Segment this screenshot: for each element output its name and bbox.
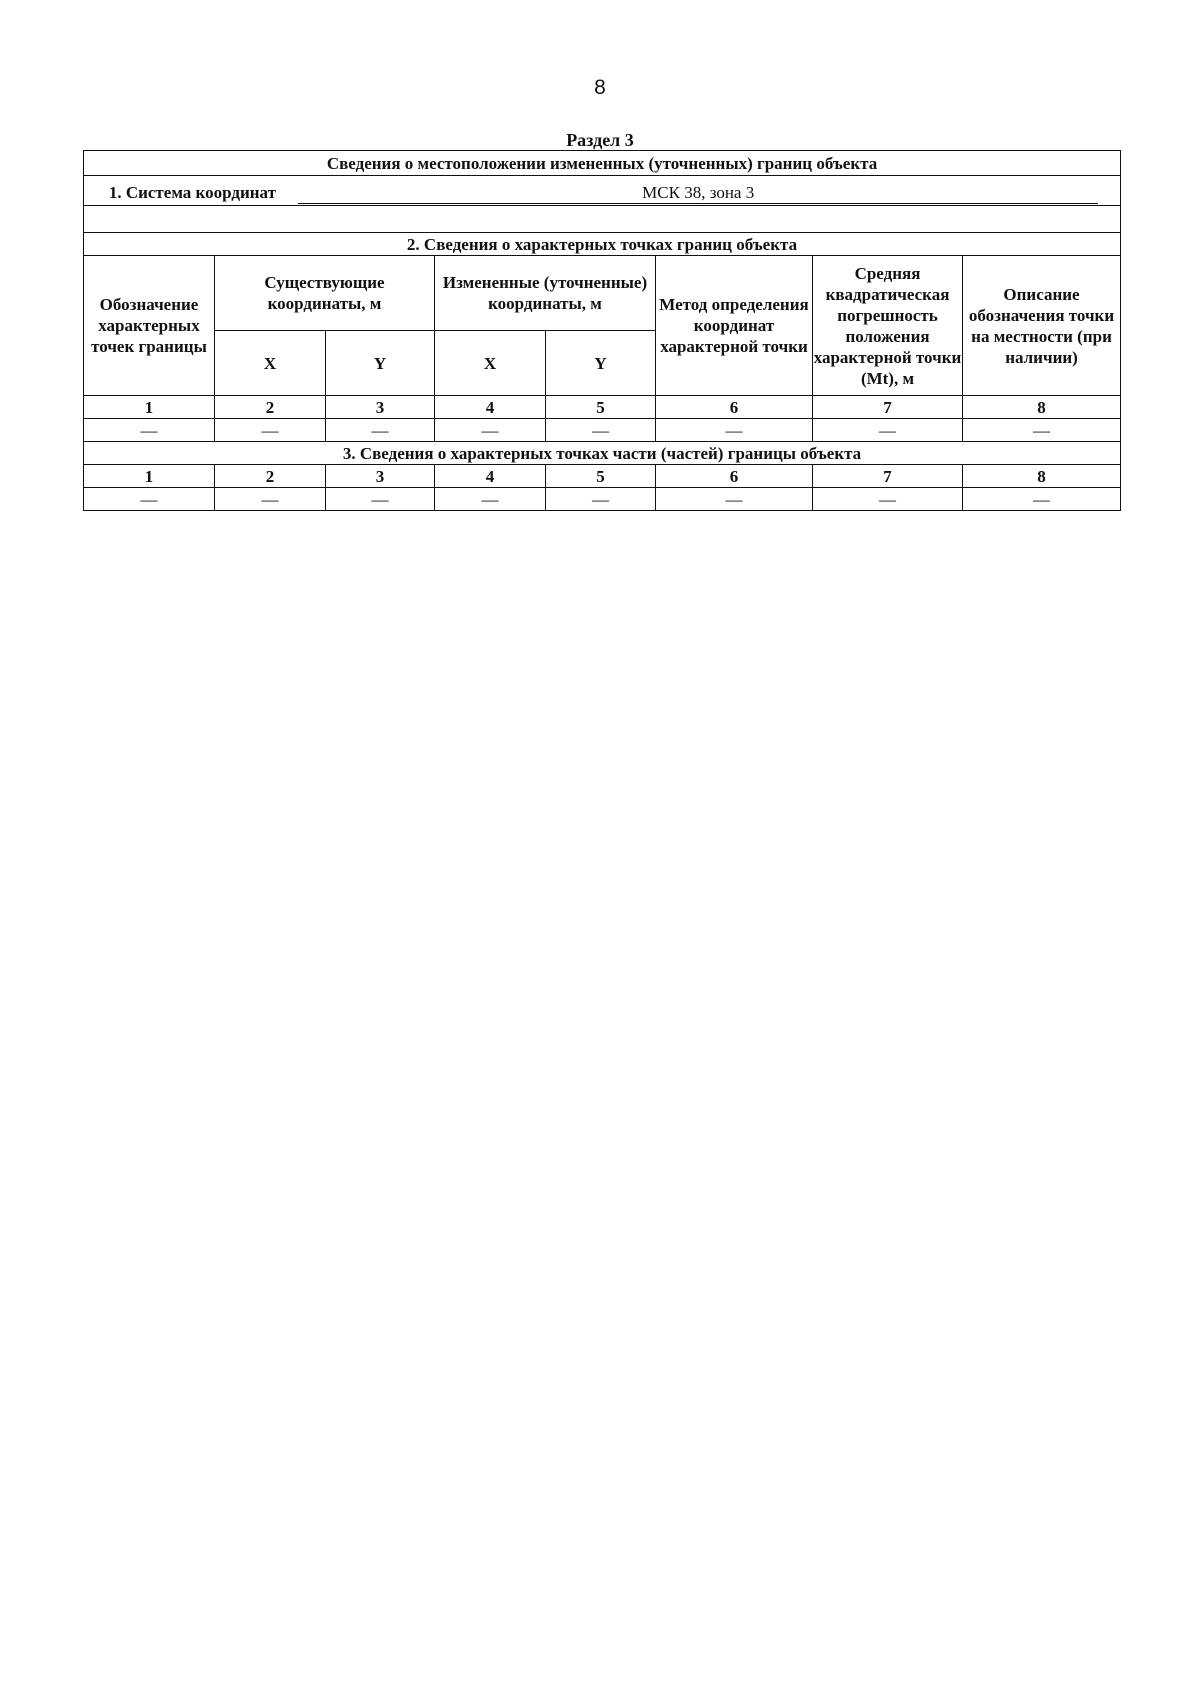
- empty-cell: —: [656, 419, 813, 442]
- column-number: 2: [215, 396, 326, 419]
- empty-cell: —: [215, 488, 326, 511]
- column-number-row: [84, 396, 1121, 419]
- header-existing-y: Y: [326, 331, 435, 396]
- column-number: 7: [813, 465, 963, 488]
- column-number: 2: [215, 465, 326, 488]
- spacer-row: [84, 206, 1121, 233]
- empty-cell: —: [435, 488, 546, 511]
- header-changed-y: Y: [546, 331, 656, 396]
- column-number: 8: [963, 465, 1121, 488]
- coord-system-label: 1. Система координат: [108, 182, 276, 202]
- column-number: 1: [84, 396, 215, 419]
- empty-cell: —: [813, 488, 963, 511]
- empty-cell: —: [546, 419, 656, 442]
- header-changed-coords: Измененные (уточненные) координаты, м: [435, 256, 656, 331]
- table-row: [84, 488, 1121, 511]
- empty-cell: —: [963, 488, 1121, 511]
- header-description: Описание обозначения точки на местности (при наличии): [963, 256, 1121, 396]
- column-number: 5: [546, 465, 656, 488]
- page-number: 8: [594, 76, 606, 99]
- empty-cell: —: [813, 419, 963, 442]
- coord-system-row: [84, 176, 1121, 206]
- column-number: 4: [435, 465, 546, 488]
- empty-cell: —: [435, 419, 546, 442]
- empty-cell: —: [656, 488, 813, 511]
- column-number: 6: [656, 396, 813, 419]
- column-number: 6: [656, 465, 813, 488]
- table-row: [84, 419, 1121, 442]
- header-changed-x: X: [435, 331, 546, 396]
- column-number-row: [84, 465, 1121, 488]
- subsection-2-title: 2. Сведения о характерных точках границ объекта: [84, 233, 1121, 256]
- section-title: Раздел 3: [566, 130, 634, 150]
- column-number: 7: [813, 396, 963, 419]
- header-rms-error: Средняя квадратическая погрешность положения характерной точки (Mt), м: [813, 256, 963, 396]
- subsection-3-title: 3. Сведения о характерных точках части (частей) границы объекта: [84, 442, 1121, 465]
- header-existing-x: X: [215, 331, 326, 396]
- column-number: 4: [435, 396, 546, 419]
- header-point-designation: Обозначение характерных точек границы: [84, 256, 215, 396]
- header-method: Метод определения координат характерной точки: [656, 256, 813, 396]
- column-number: 3: [326, 396, 435, 419]
- empty-cell: —: [326, 419, 435, 442]
- table-title: Сведения о местоположении измененных (уточненных) границ объекта: [84, 151, 1121, 176]
- empty-cell: —: [84, 419, 215, 442]
- empty-cell: —: [215, 419, 326, 442]
- column-number: 5: [546, 396, 656, 419]
- coord-system-value: МСК 38, зона 3: [298, 179, 1098, 204]
- header-existing-coords: Существующие координаты, м: [215, 256, 435, 331]
- column-number: 1: [84, 465, 215, 488]
- boundary-table: [83, 150, 1121, 511]
- column-number: 3: [326, 465, 435, 488]
- column-number: 8: [963, 396, 1121, 419]
- empty-cell: —: [84, 488, 215, 511]
- empty-cell: —: [963, 419, 1121, 442]
- empty-cell: —: [546, 488, 656, 511]
- empty-cell: —: [326, 488, 435, 511]
